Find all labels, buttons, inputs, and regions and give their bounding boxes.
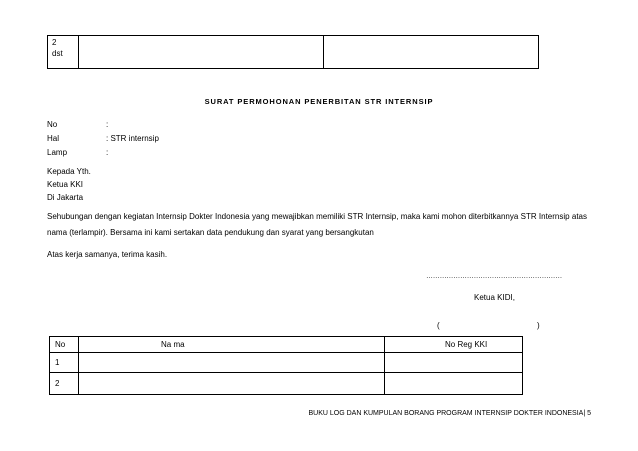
field-no-value: : (106, 120, 109, 129)
row-no: 2 (50, 373, 79, 395)
header-name: Na ma (79, 337, 385, 353)
row-name (79, 373, 385, 395)
addressee-line: Di Jakarta (47, 193, 84, 202)
table-row (50, 373, 523, 395)
row-reg (385, 373, 523, 395)
letter-title: SURAT PERMOHONAN PENERBITAN STR INTERNSIP (204, 97, 434, 106)
row-no: 1 (50, 353, 79, 373)
addressee-line: Kepada Yth. (47, 167, 91, 176)
row-dst: dst (52, 49, 63, 58)
header-no: No (50, 337, 79, 353)
row-reg (385, 353, 523, 373)
signature-position: Ketua KIDI, (474, 293, 515, 302)
closing-line: Atas kerja samanya, terima kasih. (47, 250, 168, 259)
field-no-label: No (47, 120, 58, 129)
field-lamp-value: : (106, 148, 109, 157)
top-table (47, 35, 539, 69)
field-hal-value: : STR internsip (106, 134, 159, 143)
signature-dots: …………………………………………………… (426, 273, 563, 280)
table-row (50, 353, 523, 373)
table-header-row (50, 337, 523, 353)
top-table-cell (324, 36, 539, 69)
header-reg: No Reg KKI (385, 337, 523, 353)
intern-list-table (49, 336, 523, 395)
row-name (79, 353, 385, 373)
addressee-line: Ketua KKI (47, 180, 84, 189)
page-footer: BUKU LOG DAN KUMPULAN BORANG PROGRAM INTERNSIP DOKTER INDONESIA| 5 (308, 410, 591, 417)
top-table-cell (79, 36, 324, 69)
field-hal-label: Hal (47, 134, 60, 143)
body-paragraph: Sehubungan dengan kegiatan Internsip Dokter Indonesia yang mewajibkan memiliki STR Internsip, maka kami mohon diterbitkannya STR Internsip atas nama (terlampir). Bersama ini kami sertakan data pendukung dan syarat yang bersangkutan (47, 212, 587, 237)
signature-close-paren: ) (537, 321, 540, 330)
signature-open-paren: ( (437, 321, 440, 330)
top-table-row-label (48, 36, 79, 69)
row-number: 2 (52, 38, 57, 47)
field-lamp-label: Lamp (47, 148, 68, 157)
